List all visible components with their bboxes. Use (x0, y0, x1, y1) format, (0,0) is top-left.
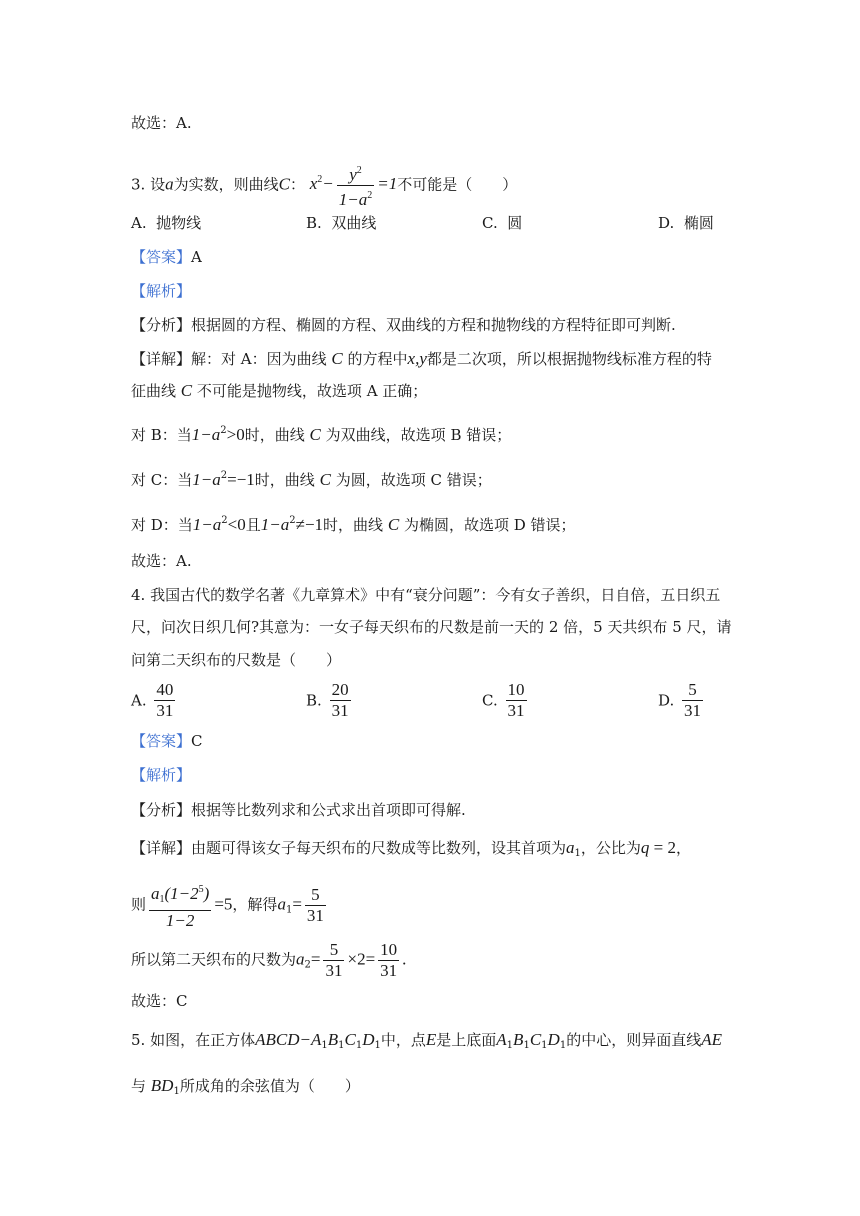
q4-option-a: A. $\frac{40}{31}$ (131, 680, 174, 720)
q5-stem-line1: 5. 如图，在正方体$ABCD-A_1B_1C_1D_1$中，点E是上底面$A_1B_1C_1D_1$的中心，则异面直线AE (131, 1030, 722, 1051)
q4-analysis-tag: 【解析】 (131, 766, 192, 784)
q3-analysis-tag: 【解析】 (131, 282, 192, 300)
q3-option-a: A. 抛物线 (131, 214, 202, 232)
q3-option-d: D. 椭圆 (658, 214, 714, 232)
q4-answer (131, 731, 203, 751)
q3-stem-text: 不可能是（ ） (397, 175, 518, 194)
q3-conclusion: 故选：A. (131, 552, 192, 570)
q3-case-d: 对 D：当$1-a^2<0$且$1-a^2\ne-1$时，曲线 C 为椭圆，故选项 D 错误； (131, 515, 576, 534)
q4-stem-line2: 尺，问次日织几何?其意为：一女子每天织布的尺数是前一天的 2 倍，5 天共织布 5 尺，请 (131, 618, 732, 636)
q3-detail-line1: 【详解】解：对 A：因为曲线 C 的方程中x,y都是二次项，所以根据抛物线标准方程的特 (131, 349, 712, 368)
q4-step2: 则 $\frac{a_1(1-2^5)}{1-2}$ =5，解得$a_1=$ $\frac{5}{31}$ (131, 880, 329, 931)
q3-stem-text: 为实数，则曲线 (173, 175, 279, 194)
q3-case-b: 对 B：当$1-a^2>0$时，曲线 C 为双曲线，故选项 B 错误； (131, 425, 512, 444)
q4-stem-line3: 问第二天织布的尺数是（ ） (131, 651, 342, 669)
q3-option-b: B. 双曲线 (306, 214, 377, 232)
answer-value: A (191, 248, 202, 266)
q5-stem-line2: 与 $BD_1$所成角的余弦值为（ ） (131, 1076, 360, 1097)
var-C: C (278, 174, 290, 194)
q3-case-c: 对 C：当$1-a^2=-1$时，曲线 C 为圆，故选项 C 错误； (131, 470, 492, 489)
q4-detail: 【详解】由题可得该女子每天织布的尺数成等比数列，设其首项为$a_1$，公比为q = 2， (131, 838, 692, 859)
q4-stem-line1: 4. 我国古代的数学名著《九章算术》中有“衰分问题”：今有女子善织，日自倍，五日织五 (131, 586, 721, 604)
q3-stem-text: 3. 设 (131, 175, 166, 194)
answer-value: C (191, 732, 203, 750)
q4-option-b: B. $\frac{20}{31}$ (306, 680, 349, 720)
q4-conclusion: 故选：C (131, 992, 188, 1010)
q3-fenxi: 【分析】根据圆的方程、椭圆的方程、双曲线的方程和抛物线的方程特征即可判断. (131, 316, 676, 334)
answer-tag: 【答案】 (131, 732, 192, 750)
eq-fraction: $\frac{y^2}{1-a^2}$ (337, 161, 374, 210)
q3-answer (131, 247, 202, 267)
q3-option-c: C. 圆 (482, 214, 523, 232)
q3-stem (131, 161, 517, 210)
colon: ： (289, 175, 305, 194)
q4-option-c: C. $\frac{10}{31}$ (482, 680, 525, 720)
q3-detail-line2: 征曲线 C 不可能是抛物线，故选项 A 正确； (131, 381, 428, 400)
q4-step3: 所以第二天织布的尺数为$a_2=$ $\frac{5}{31}$ ×2= $\frac{10}{31}$ . (131, 940, 407, 980)
answer-tag: 【答案】 (131, 248, 192, 266)
q4-option-d: D. $\frac{5}{31}$ (658, 680, 702, 720)
equation: $x^2-$ $\frac{y^2}{1-a^2}$ =1 (310, 174, 398, 193)
prev-conclusion: 故选：A. (131, 114, 192, 132)
q4-fenxi: 【分析】根据等比数列求和公式求出首项即可得解. (131, 801, 466, 819)
var-a: a (165, 174, 174, 194)
